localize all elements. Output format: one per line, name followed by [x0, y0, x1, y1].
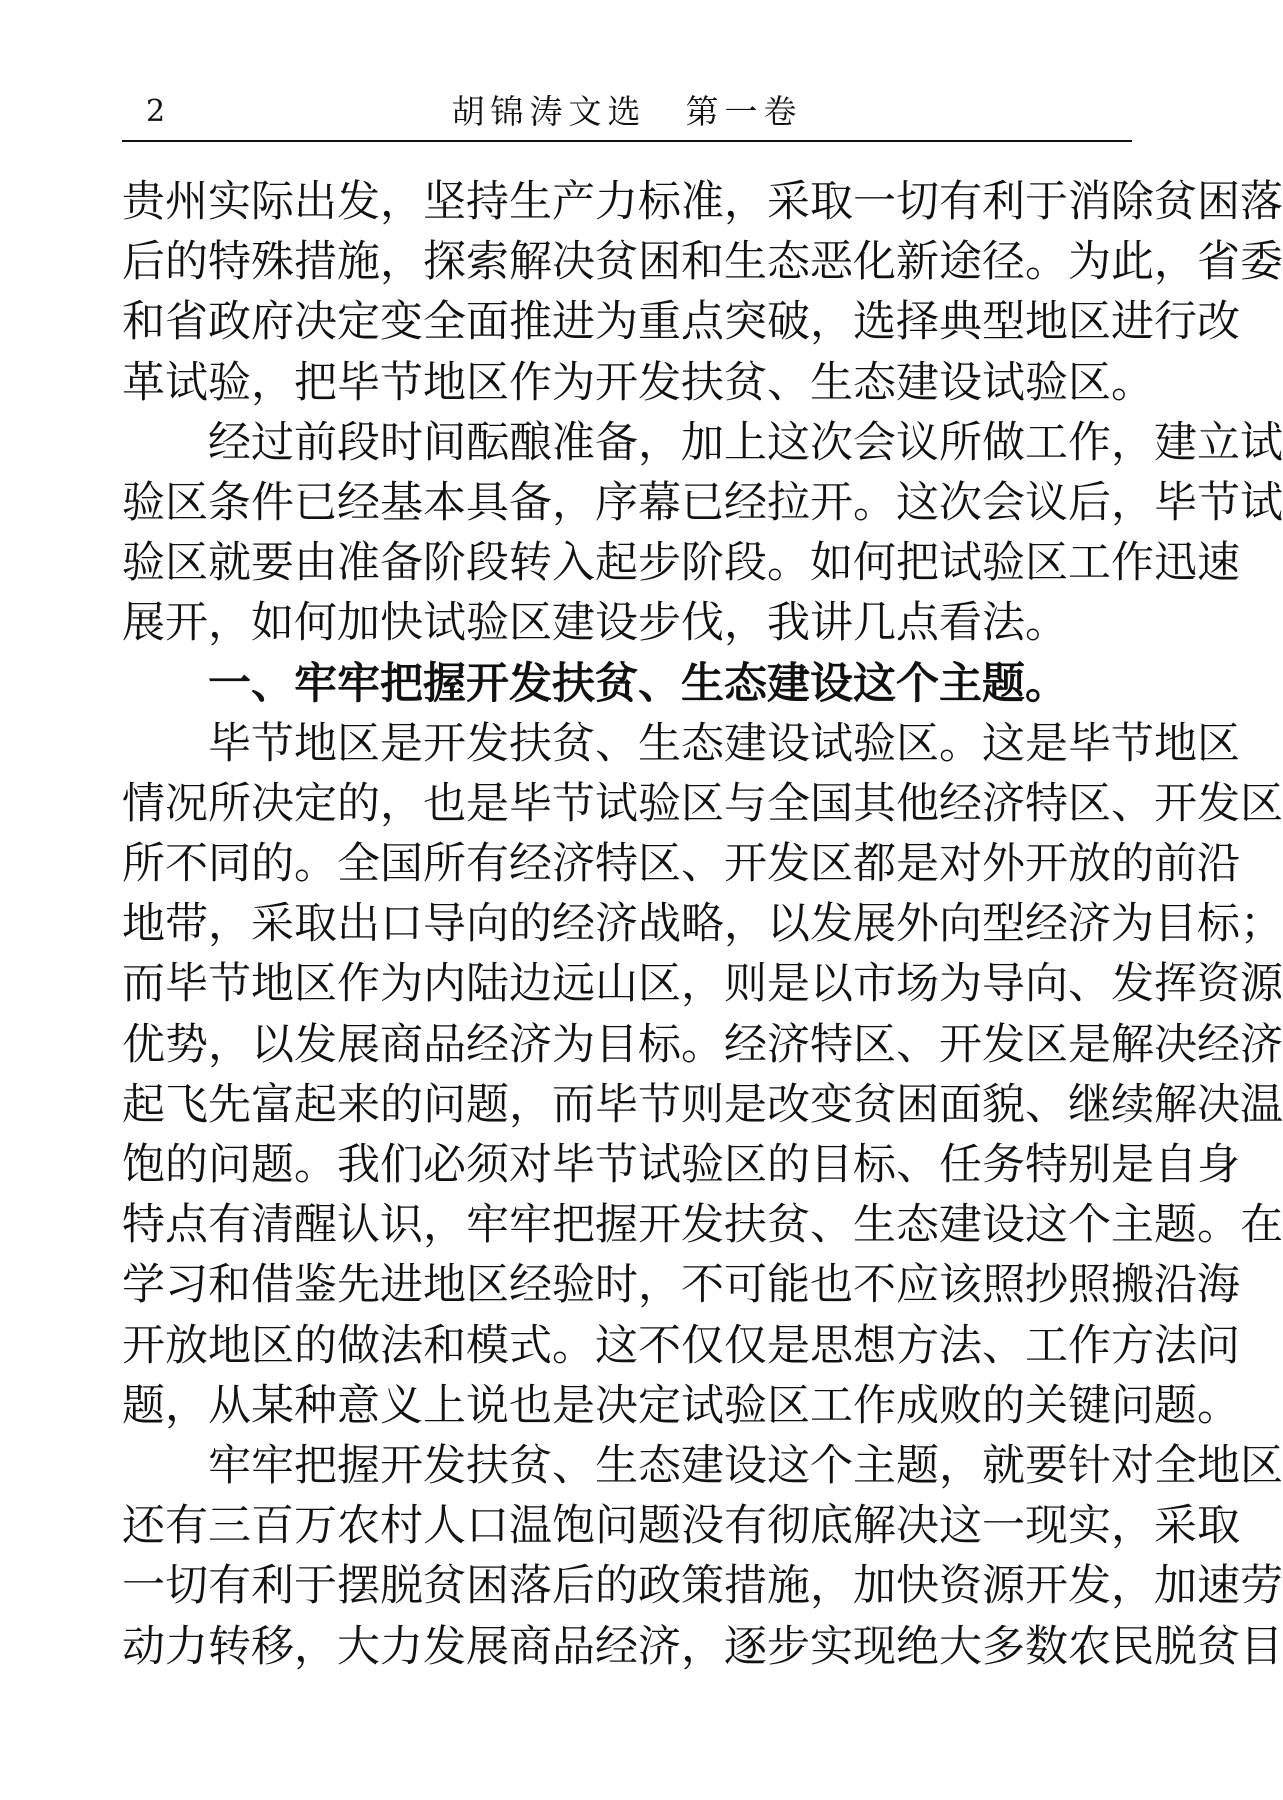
text-line: 和省政府决定变全面推进为重点突破，选择典型地区进行改	[122, 297, 1240, 348]
text-line: 展开，如何加快试验区建设步伐，我讲几点看法。	[122, 598, 1068, 649]
text-line: 饱的问题。我们必须对毕节试验区的目标、任务特别是自身	[122, 1140, 1240, 1190]
section-heading: 一、牢牢把握开发扶贫、生态建设这个主题。	[208, 658, 1068, 709]
text-line: 验区条件已经基本具备，序幕已经拉开。这次会议后，毕节试	[122, 477, 1283, 528]
text-line: 贵州实际出发，坚持生产力标准，采取一切有利于消除贫困落	[122, 177, 1283, 227]
text-line: 验区就要由准备阶段转入起步阶段。如何把试验区工作迅速	[122, 538, 1240, 589]
page-number: 2	[146, 94, 166, 129]
text-line: 还有三百万农村人口温饱问题没有彻底解决这一现实，采取	[122, 1501, 1240, 1552]
text-line: 地带，采取出口导向的经济战略，以发展外向型经济为目标；	[122, 899, 1283, 950]
text-line: 牢牢把握开发扶贫、生态建设这个主题，就要针对全地区	[208, 1440, 1283, 1491]
text-line: 而毕节地区作为内陆边远山区，则是以市场为导向、发挥资源	[122, 959, 1283, 1010]
text-line: 题，从某种意义上说也是决定试验区工作成败的关键问题。	[122, 1380, 1240, 1431]
running-title: 胡锦涛文选 第一卷	[451, 92, 803, 131]
text-line: 后的特殊措施，探索解决贫困和生态恶化新途径。为此，省委	[122, 237, 1283, 288]
text-line: 所不同的。全国所有经济特区、开发区都是对外开放的前沿	[122, 839, 1240, 890]
paragraph	[122, 172, 1283, 413]
paragraph	[122, 413, 1283, 654]
text-line: 动力转移，大力发展商品经济，逐步实现绝大多数农民脱贫目	[122, 1621, 1283, 1672]
paragraph	[122, 714, 1283, 1436]
text-line: 一切有利于摆脱贫困落后的政策措施，加快资源开发，加速劳	[122, 1561, 1283, 1612]
page-header	[122, 88, 1132, 138]
text-line: 优势，以发展商品经济为目标。经济特区、开发区是解决经济	[122, 1019, 1283, 1070]
header-rule	[122, 140, 1132, 142]
text-line: 特点有清醒认识，牢牢把握开发扶贫、生态建设这个主题。在	[122, 1200, 1283, 1251]
text-line: 学习和借鉴先进地区经验时，不可能也不应该照抄照搬沿海	[122, 1260, 1240, 1311]
text-line: 经过前段时间酝酿准备，加上这次会议所做工作，建立试	[208, 417, 1283, 468]
text-line: 开放地区的做法和模式。这不仅仅是思想方法、工作方法问	[122, 1320, 1240, 1371]
text-line: 毕节地区是开发扶贫、生态建设试验区。这是毕节地区	[208, 718, 1240, 769]
body-text	[122, 172, 1283, 1677]
text-line: 革试验，把毕节地区作为开发扶贫、生态建设试验区。	[122, 357, 1154, 408]
text-line: 情况所决定的，也是毕节试验区与全国其他经济特区、开发区	[122, 778, 1283, 829]
paragraph	[122, 1436, 1283, 1677]
text-line: 起飞先富起来的问题，而毕节则是改变贫困面貌、继续解决温	[122, 1079, 1283, 1130]
